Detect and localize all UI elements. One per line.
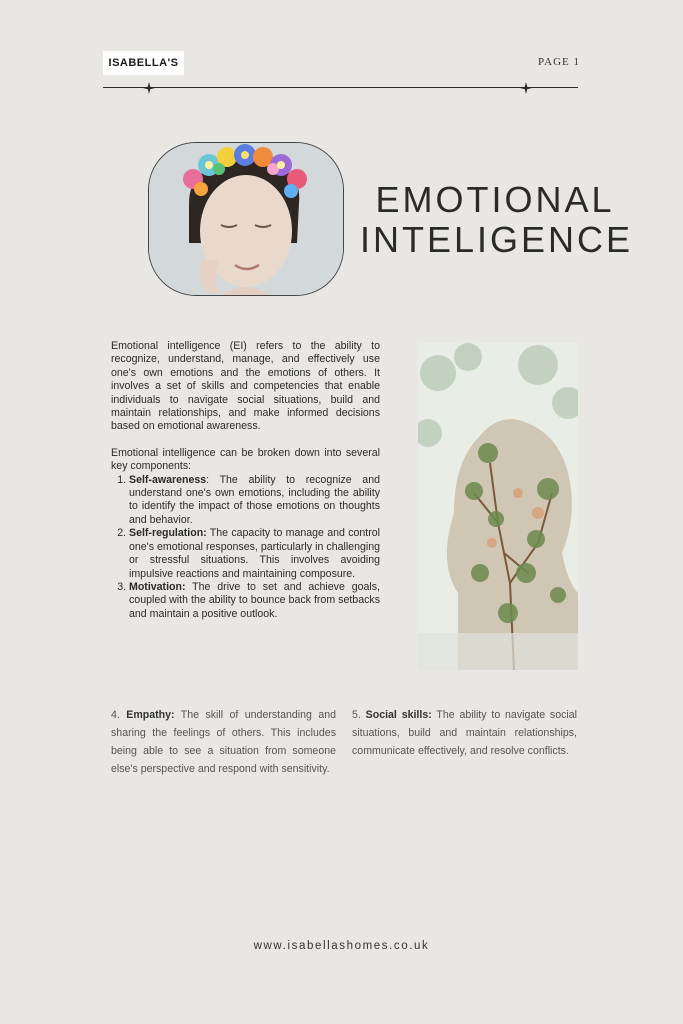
social-skills-paragraph [352,706,577,760]
header-divider [103,87,578,88]
flower-crown-portrait [148,142,344,296]
double-exposure-image [418,343,578,670]
components-intro: Emotional intelligence can be broken down into several key components: [111,446,380,473]
list-item [129,474,380,528]
list-item-text: The drive to set and achieve goals, coupled with the ability to bounce back from setbacks and maintain a positive outlook. [129,580,380,620]
empathy-paragraph [111,706,336,778]
item-text: The skill of understanding and sharing the feelings of others. This includes being able to see a situation from someone else's perspective and respond with sensitivity. [111,709,337,775]
main-text [111,340,380,621]
intro-paragraph: Emotional intelligence (EI) refers to the ability to recognize, understand, manage, and effectively use one's own emotions and the emotions of others. It involves a set of skills and competencies that enable individuals to navigate social situations, build and maintain relationships, and make informed decisions based on emotional awareness. [111,340,380,433]
item-term: Empathy: [126,709,175,721]
components-list [111,474,380,621]
page-title [360,179,634,260]
list-item-term: Self-regulation: [129,527,207,540]
list-item-text: The capacity to manage and control one's emotional responses, particularly in challenging or stressful situations. This involves avoiding impulsive reactions and maintaining composure. [129,527,380,580]
title-line: EMOTIONAL [375,179,615,220]
item-number: 4. [111,709,127,721]
list-item [129,527,380,581]
item-number: 5. [352,709,366,721]
diamond-star-icon [520,82,532,94]
diamond-star-icon [143,82,155,94]
website-url[interactable]: www.isabellashomes.co.uk [253,940,430,952]
list-item-term: Self-awareness [129,473,207,486]
title-line: INTELIGENCE [360,219,634,260]
item-text: The ability to navigate social situations, build and maintain relationships, communicate effectively, and resolve conflicts. [352,709,578,757]
list-item-term: Motivation: [129,580,186,593]
list-item-text: : The ability to recognize and understand one's own emotions, including the ability to identify the impact of those emotions on thoughts and behavior. [129,473,380,526]
list-item [129,581,380,621]
brand-logo: ISABELLA'S [103,51,184,75]
page-number: PAGE 1 [538,56,580,68]
item-term: Social skills: [365,709,432,721]
